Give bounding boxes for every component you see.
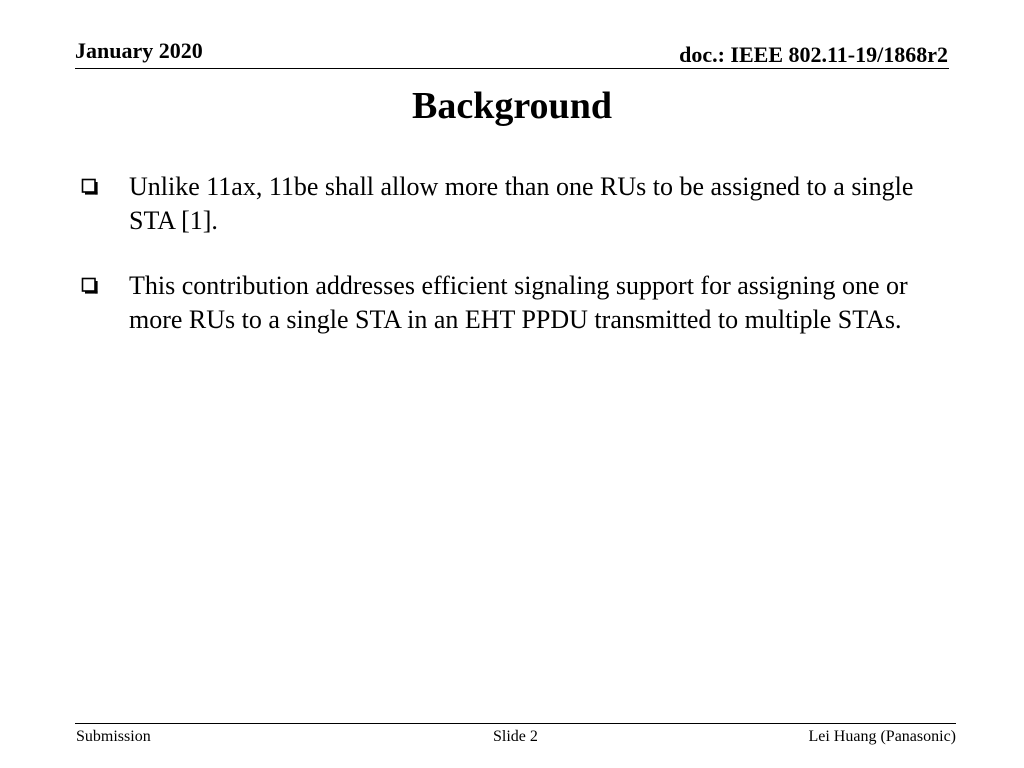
bullet-item — [80, 170, 940, 238]
footer-submission: Submission — [76, 728, 151, 745]
footer-divider — [75, 723, 956, 724]
slide-title: Background — [412, 85, 612, 127]
bullet-item — [80, 269, 940, 337]
header-date: January 2020 — [75, 38, 203, 63]
slide-number: Slide 2 — [493, 728, 538, 745]
bullet-text: This contribution addresses efficient signaling support for assigning one or more RUs to a single STA in an EHT PPDU transmitted to multiple STAs. — [129, 271, 908, 334]
header-divider — [75, 68, 949, 69]
bullet-list — [80, 170, 940, 368]
document-id: doc.: IEEE 802.11-19/1868r2 — [679, 42, 948, 67]
checkbox-icon — [80, 276, 100, 296]
bullet-text: Unlike 11ax, 11be shall allow more than one RUs to be assigned to a single STA [1]. — [129, 172, 914, 235]
checkbox-icon — [80, 177, 100, 197]
footer-author: Lei Huang (Panasonic) — [808, 728, 956, 745]
